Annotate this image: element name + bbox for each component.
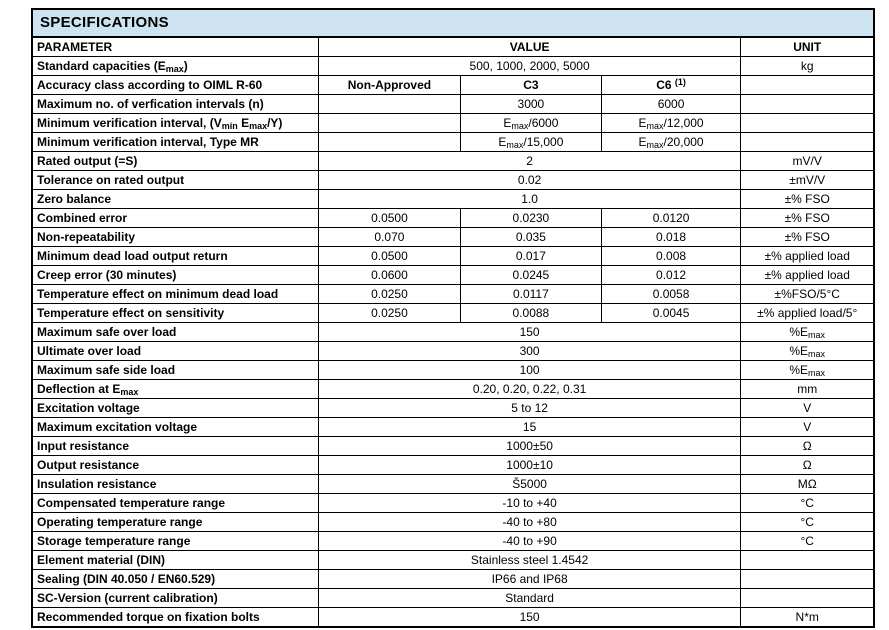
value-cell: 0.0088 [461,304,602,323]
column-header-row [32,37,874,57]
unit-cell: V [741,418,874,437]
spec-table [31,8,875,628]
unit-cell: °C [741,494,874,513]
parameter-cell: Rated output (=S) [32,152,318,171]
value-cell [318,95,460,114]
unit-cell: $\%E_{max}$ [741,342,874,361]
unit-cell: ±% FSO [741,190,874,209]
parameter-cell: Input resistance [32,437,318,456]
value-cell: 0.02 [318,171,741,190]
parameter-cell: Excitation voltage [32,399,318,418]
parameter-cell: Zero balance [32,190,318,209]
value-cell: 0.035 [461,228,602,247]
unit-cell: ±%FSO/5°C [741,285,874,304]
value-cell: 300 [318,342,741,361]
value-cell: 6000 [601,95,741,114]
value-cell: 0.0600 [318,266,460,285]
parameter-cell: Minimum verification interval, ($V_{min}$ $E_{max}/Y$) [32,114,318,133]
value-cell: 0.0245 [461,266,602,285]
parameter-cell: Creep error (30 minutes) [32,266,318,285]
value-cell: -10 to +40 [318,494,741,513]
unit-cell: Ω [741,456,874,475]
table-row [32,114,874,133]
value-cell [318,133,460,152]
table-row [32,247,874,266]
column-header-value: VALUE [318,37,741,57]
column-header-parameter: PARAMETER [32,37,318,57]
parameter-cell: Output resistance [32,456,318,475]
value-cell: 100 [318,361,741,380]
value-cell: 0.0250 [318,304,460,323]
value-cell: 5 to 12 [318,399,741,418]
unit-cell [741,589,874,608]
table-row [32,190,874,209]
table-row [32,380,874,399]
table-title-row [32,9,874,37]
value-cell: 3000 [461,95,602,114]
table-row [32,418,874,437]
parameter-cell: Storage temperature range [32,532,318,551]
table-row [32,323,874,342]
parameter-cell: Tolerance on rated output [32,171,318,190]
parameter-cell: Deflection at $E_{max}$ [32,380,318,399]
value-cell: C6 $^{(1)}$ [601,76,741,95]
value-cell: 0.0250 [318,285,460,304]
value-cell: 0.017 [461,247,602,266]
parameter-cell: Minimum dead load output return [32,247,318,266]
value-cell: 150 [318,323,741,342]
unit-cell: °C [741,513,874,532]
value-cell: Stainless steel 1.4542 [318,551,741,570]
unit-cell [741,133,874,152]
value-cell: 500, 1000, 2000, 5000 [318,57,741,76]
table-row [32,266,874,285]
value-cell: 15 [318,418,741,437]
parameter-cell: Operating temperature range [32,513,318,532]
unit-cell: $\%E_{max}$ [741,361,874,380]
unit-cell: ±mV/V [741,171,874,190]
value-cell: 0.0230 [461,209,602,228]
table-row [32,608,874,628]
unit-cell: ±% FSO [741,209,874,228]
table-row [32,361,874,380]
table-row [32,513,874,532]
value-cell: $E_{max}/6000$ [461,114,602,133]
value-cell: C3 [461,76,602,95]
unit-cell [741,570,874,589]
value-cell: 1.0 [318,190,741,209]
value-cell: 0.0120 [601,209,741,228]
parameter-cell: Element material (DIN) [32,551,318,570]
value-cell: 0.0045 [601,304,741,323]
table-row [32,342,874,361]
unit-cell [741,551,874,570]
parameter-cell: Ultimate over load [32,342,318,361]
value-cell: -40 to +90 [318,532,741,551]
table-row [32,589,874,608]
table-row [32,304,874,323]
value-cell: Standard [318,589,741,608]
unit-cell: ±% applied load/5° [741,304,874,323]
table-row [32,95,874,114]
value-cell: 0.012 [601,266,741,285]
value-cell: IP66 and IP68 [318,570,741,589]
unit-cell: V [741,399,874,418]
value-cell: $E_{max}/20,000$ [601,133,741,152]
parameter-cell: SC-Version (current calibration) [32,589,318,608]
parameter-cell: Combined error [32,209,318,228]
table-row [32,152,874,171]
parameter-cell: Maximum excitation voltage [32,418,318,437]
table-title: SPECIFICATIONS [32,9,874,37]
table-row [32,551,874,570]
parameter-cell: Non-repeatability [32,228,318,247]
parameter-cell: Sealing (DIN 40.050 / EN60.529) [32,570,318,589]
unit-cell: °C [741,532,874,551]
unit-cell: kg [741,57,874,76]
value-cell: 0.0058 [601,285,741,304]
parameter-cell: Temperature effect on sensitivity [32,304,318,323]
unit-cell: MΩ [741,475,874,494]
table-row [32,475,874,494]
value-cell: 0.0500 [318,209,460,228]
column-header-unit: UNIT [741,37,874,57]
value-cell: $E_{max}/12,000$ [601,114,741,133]
value-cell [318,114,460,133]
table-row [32,285,874,304]
value-cell: 1000±10 [318,456,741,475]
table-row [32,399,874,418]
table-row [32,171,874,190]
parameter-cell: Accuracy class according to OIML R-60 [32,76,318,95]
unit-cell: mm [741,380,874,399]
table-row [32,209,874,228]
value-cell: $E_{max}/15,000$ [461,133,602,152]
value-cell: 0.20, 0.20, 0.22, 0.31 [318,380,741,399]
table-row [32,57,874,76]
value-cell: 0.0117 [461,285,602,304]
table-row [32,437,874,456]
parameter-cell: Maximum no. of verfication intervals (n) [32,95,318,114]
parameter-cell: Maximum safe over load [32,323,318,342]
unit-cell: $\%E_{max}$ [741,323,874,342]
unit-cell: N*m [741,608,874,628]
value-cell: 1000±50 [318,437,741,456]
table-row [32,76,874,95]
parameter-cell: Insulation resistance [32,475,318,494]
unit-cell: ±% FSO [741,228,874,247]
table-row [32,494,874,513]
spec-table-body [32,57,874,628]
unit-cell: ±% applied load [741,266,874,285]
unit-cell: mV/V [741,152,874,171]
parameter-cell: Temperature effect on minimum dead load [32,285,318,304]
unit-cell [741,114,874,133]
unit-cell: ±% applied load [741,247,874,266]
parameter-cell: Minimum verification interval, Type MR [32,133,318,152]
value-cell: Š5000 [318,475,741,494]
parameter-cell: Recommended torque on fixation bolts [32,608,318,628]
value-cell: 0.070 [318,228,460,247]
value-cell: -40 to +80 [318,513,741,532]
table-row [32,133,874,152]
value-cell: 0.008 [601,247,741,266]
value-cell: Non-Approved [318,76,460,95]
value-cell: 0.0500 [318,247,460,266]
table-row [32,456,874,475]
table-row [32,228,874,247]
parameter-cell: Compensated temperature range [32,494,318,513]
unit-cell: Ω [741,437,874,456]
value-cell: 0.018 [601,228,741,247]
parameter-cell: Maximum safe side load [32,361,318,380]
unit-cell [741,95,874,114]
value-cell: 150 [318,608,741,628]
table-row [32,570,874,589]
value-cell: 2 [318,152,741,171]
parameter-cell: Standard capacities $(E_{max})$ [32,57,318,76]
unit-cell [741,76,874,95]
table-row [32,532,874,551]
